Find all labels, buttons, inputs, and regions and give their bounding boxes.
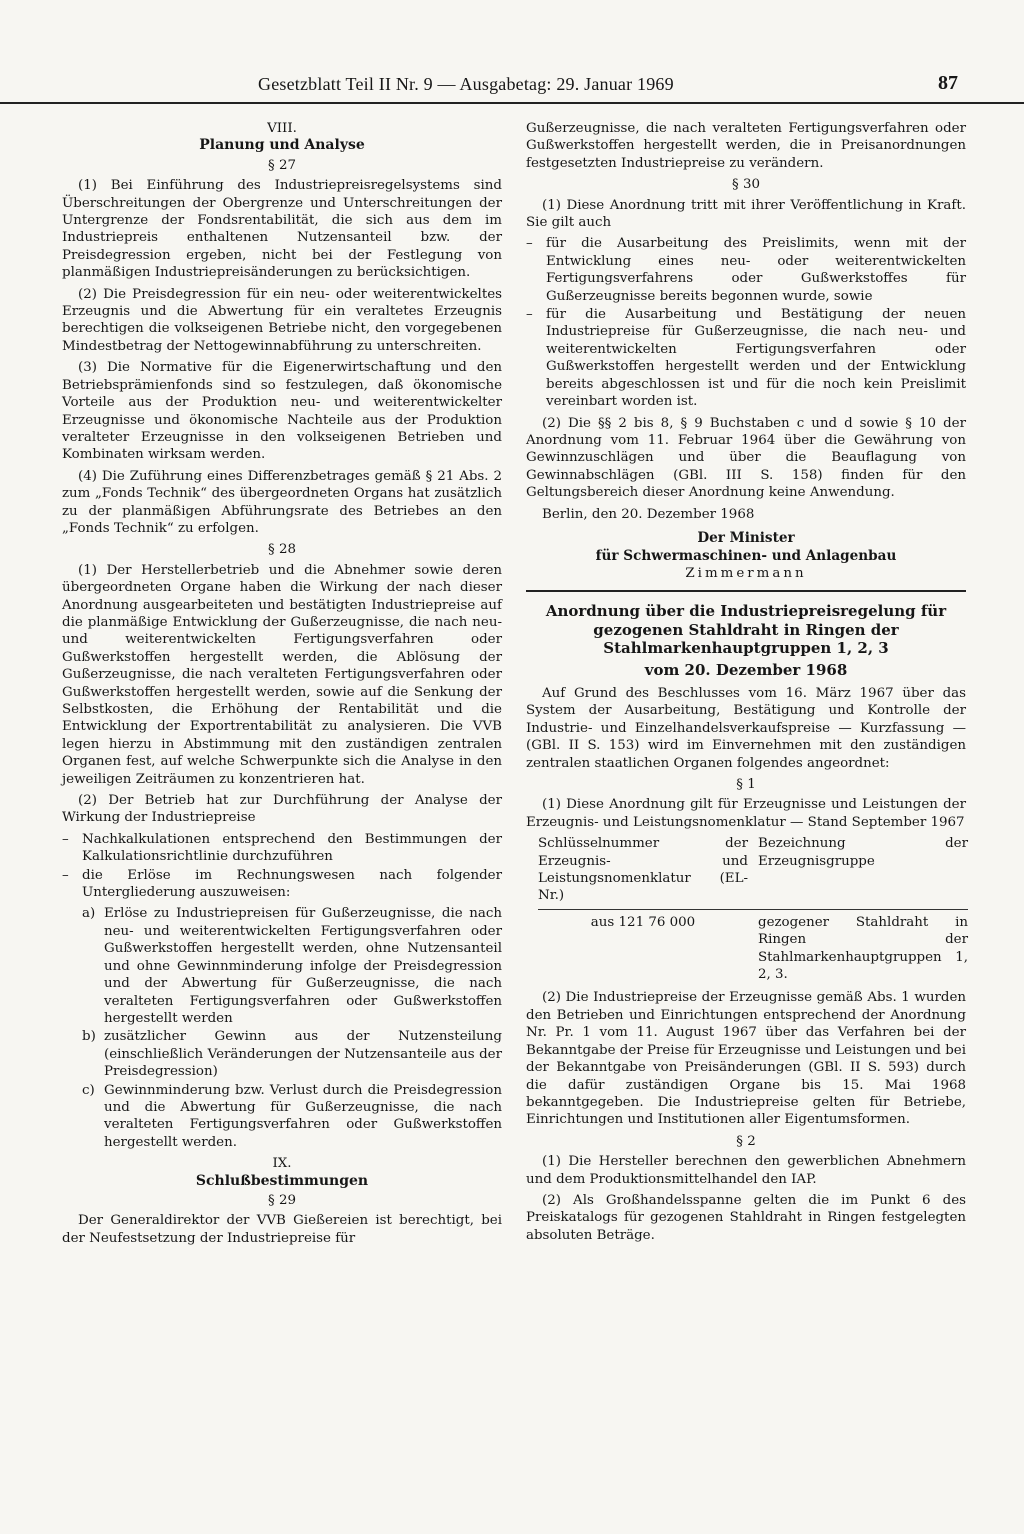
paragraph-2-heading: § 2 bbox=[736, 1133, 756, 1149]
paragraph-1-1: (1) Diese Anordnung gilt für Erzeugnisse und Leistungen der Erzeugnis- und Leistungsnomenklatur — Stand September 1967 bbox=[526, 797, 966, 830]
ordinance-date: vom 20. Dezember 1968 bbox=[644, 660, 848, 679]
section-title: Planung und Analyse bbox=[199, 137, 365, 154]
paragraph-2-2: (2) Als Großhandelsspanne gelten die im Punkt 6 des Preiskatalogs für gezogenen Stahldraht in Ringen festgelegten absoluten Beträge. bbox=[526, 1192, 966, 1243]
list-marker: a) bbox=[82, 906, 96, 922]
paragraph-29-text: Der Generaldirektor der VVB Gießereien ist berechtigt, bei der Neufestsetzung der Industriepreise für bbox=[62, 1213, 502, 1246]
right-column bbox=[526, 120, 966, 1248]
list-marker: b) bbox=[82, 1029, 96, 1045]
signature-name: Zimmermann bbox=[685, 565, 807, 581]
divider bbox=[526, 590, 966, 592]
table-cell-description: gezogener Stahldraht in Ringen der Stahlmarkenhauptgruppen 1, 2, 3. bbox=[758, 914, 968, 983]
list-item bbox=[62, 1028, 502, 1080]
paragraph-30-1: (1) Diese Anordnung tritt mit ihrer Veröffentlichung in Kraft. Sie gilt auch bbox=[526, 197, 966, 231]
paragraph-29-heading: § 29 bbox=[268, 1192, 296, 1208]
section-ix-title: Schlußbestimmungen bbox=[195, 1172, 369, 1189]
table-header-description: Bezeichnung der Erzeugnisgruppe bbox=[758, 836, 968, 869]
dash-list bbox=[526, 235, 966, 410]
paragraph-1-2: (2) Die Industriepreise der Erzeugnisse gemäß Abs. 1 wurden den Betrieben und Einrichtungen entsprechend der Anordnung Nr. Pr. 1 vom 11. August 1967 über das Verfahren bei der Bekanntgabe der Preise für Erzeugnisse und Leistungen und bei der Bekanntgabe von Preisänderungen (GBl. II S. 593) durch die dafür zuständigen Organe bis 15. Mai 1968 bekanntgegeben. Die Industriepreise gelten für Betriebe, Einrichtungen und Institutionen aller Eigentumsformen. bbox=[526, 990, 966, 1128]
list-item: – Nachkalkulationen entsprechend den Bestimmungen der Kalkulationsrichtlinie durchzuführen bbox=[62, 831, 502, 866]
list-item: – für die Ausarbeitung und Bestätigung der neuen Industriepreise für Gußerzeugnisse, die nach neu- und weiterentwickelten Fertigungsverfahren oder Gußwerkstoffen hergestellt werden und der Entwicklung bereits abgeschlossen ist und für die noch kein Preislimit vereinbart worden ist. bbox=[526, 306, 966, 410]
section-number: VIII. bbox=[267, 121, 297, 136]
paragraph-27-3: (3) Die Normative für die Eigenerwirtschaftung und den Betriebsprämienfonds sind so festzulegen, daß ökonomische Vorteile aus der Produktion neu- und weiterentwickelter Erzeugnisse und ökonomische Nachteile aus der Produktion veralteter Erzeugnisse in den volkseigenen Betrieben und Kombinaten wirksam werden. bbox=[62, 360, 502, 463]
signature-block bbox=[526, 506, 966, 583]
page-number: 87 bbox=[938, 72, 958, 94]
ordinance-title: Anordnung über die Industriepreisregelung für gezogenen Stahldraht in Ringen der Stahlmarkenhauptgruppen 1, 2, 3 bbox=[545, 602, 947, 658]
list-item bbox=[62, 1082, 502, 1152]
table-cell-code: aus 121 76 000 bbox=[590, 914, 696, 930]
left-column bbox=[62, 120, 502, 1251]
list-item-text: Gewinnminderung bzw. Verlust durch die Preisdegression und die Abwertung für Gußerzeugnisse, die nach veralteten Fertigungsverfahren oder Gußwerkstoffen hergestellt werden. bbox=[104, 1082, 502, 1150]
table-header-code: Schlüsselnummer der Erzeugnis- und Leistungsnomenklatur (EL-Nr.) bbox=[538, 836, 748, 904]
list-item: – für die Ausarbeitung des Preislimits, wenn mit der Entwicklung eines neu- oder weiterentwickelten Fertigungsverfahrens oder Gußwerkstoffes für Gußerzeugnisse bereits begonnen wurde, sowie bbox=[526, 235, 966, 305]
paragraph-1-heading: § 1 bbox=[736, 777, 756, 792]
signature-title-2: für Schwermaschinen- und Anlagenbau bbox=[595, 547, 897, 564]
section-ix-number: IX. bbox=[272, 1156, 292, 1172]
page-header bbox=[0, 62, 1024, 104]
product-table bbox=[538, 835, 966, 983]
header-title: Gesetzblatt Teil II Nr. 9 — Ausgabetag: 29. Januar 1969 bbox=[258, 74, 674, 94]
list-item-text: zusätzlicher Gewinn aus der Nutzensteilung (einschließlich Veränderungen der Nutzensanteile aus der Preisdegression) bbox=[104, 1029, 502, 1080]
paragraph-27-heading: § 27 bbox=[268, 157, 296, 173]
signature-place-date: Berlin, den 20. Dezember 1968 bbox=[542, 506, 755, 522]
lettered-list bbox=[62, 905, 502, 1151]
preamble: Auf Grund des Beschlusses vom 16. März 1967 über das System der Ausarbeitung, Bestätigung und Kontrolle der Industrie- und Einzelhandelsverkaufspreise — Kurzfassung — (GBl. II S. 153) wird im Einvernehmen mit den zuständigen zentralen staatlichen Organen folgendes angeordnet: bbox=[526, 685, 966, 771]
continued-text: Gußerzeugnisse, die nach veralteten Fertigungsverfahren oder Gußwerkstoffen hergestellt werden, die in Preisanordnungen festgesetzten Industriepreise zu verändern. bbox=[526, 121, 966, 171]
paragraph-28-2: (2) Der Betrieb hat zur Durchführung der Analyse der Wirkung der Industriepreise bbox=[62, 793, 502, 826]
paragraph-30-2: (2) Die §§ 2 bis 8, § 9 Buchstaben c und d sowie § 10 der Anordnung vom 11. Februar 1964 über die Gewährung von Gewinnzuschlägen und über die Beauflagung von Gewinnabschlägen (GBl. III S. 158) finden für den Geltungsbereich dieser Anordnung keine Anwendung. bbox=[526, 415, 966, 501]
paragraph-27-1: (1) Bei Einführung des Industriepreisregelsystems sind Überschreitungen der Obergrenze und Unterschreitungen der Untergrenze der Fondsrentabilität, die sich aus dem im Industriepreis enthaltenen Nutzensanteil bzw. der Preisdegression ergeben, nicht bei der Festlegung von planmäßigen Industriepreisänderungen zu berücksichtigen. bbox=[62, 178, 502, 281]
paragraph-28-1: (1) Der Herstellerbetrieb und die Abnehmer sowie deren übergeordneten Organe haben die Wirkung der nach dieser Anordnung ausgearbeiteten und bestätigten Industriepreise auf die planmäßige Entwicklung der Gußerzeugnisse, die nach neu- und weiterentwickelten Fertigungsverfahren oder Gußwerkstoffen hergestellt werden, die Ablösung der Gußerzeugnisse, die nach veralteten Fertigungsverfahren oder Gußwerkstoffen hergestellt werden, sowie auf die Senkung der Selbstkosten, die Erhöhung der Rentabilität und die Entwicklung der Exportrentabilität zu analysieren. Die VVB legen hierzu in Abstimmung mit den zuständigen zentralen Organen fest, auf welche Schwerpunkte sich die Analyse in den jeweiligen Zeiträumen zu konzentrieren hat. bbox=[62, 562, 502, 787]
dash-list bbox=[62, 831, 502, 902]
list-item: – die Erlöse im Rechnungswesen nach folgender Untergliederung auszuweisen: bbox=[62, 867, 502, 902]
signature-title-1: Der Minister bbox=[697, 529, 795, 546]
list-item bbox=[62, 905, 502, 1027]
list-marker: c) bbox=[82, 1082, 95, 1098]
list-item-text: Erlöse zu Industriepreisen für Gußerzeugnisse, die nach neu- und weiterentwickelten Fertigungsverfahren oder Gußwerkstoffen hergestellt werden, ohne Nutzensanteil und ohne Gewinnminderung infolge der Preisdegression und der Abwertung für Gußerzeugnisse, die nach veralteten Fertigungsverfahren oder Gußwerkstoffen hergestellt werden bbox=[104, 906, 502, 1026]
paragraph-28-heading: § 28 bbox=[268, 542, 296, 558]
table-divider bbox=[538, 909, 968, 910]
paragraph-2-1: (1) Die Hersteller berechnen den gewerblichen Abnehmern und dem Produktionsmittelhandel den IAP. bbox=[526, 1154, 966, 1187]
paragraph-27-4: (4) Die Zuführung eines Differenzbetrages gemäß § 21 Abs. 2 zum „Fonds Technik“ des übergeordneten Organs hat zusätzlich zu der planmäßigen Abführungsrate des Betriebes an den „Fonds Technik“ zu erfolgen. bbox=[62, 468, 502, 536]
paragraph-30-heading: § 30 bbox=[732, 177, 760, 193]
paragraph-27-2: (2) Die Preisdegression für ein neu- oder weiterentwickeltes Erzeugnis und die Abwertung für ein veraltetes Erzeugnis berechtigen die volkseigenen Betriebe nicht, den vorgegebenen Mindestbetrag der Nettogewinnabführung zu unterschreiten. bbox=[62, 286, 502, 354]
